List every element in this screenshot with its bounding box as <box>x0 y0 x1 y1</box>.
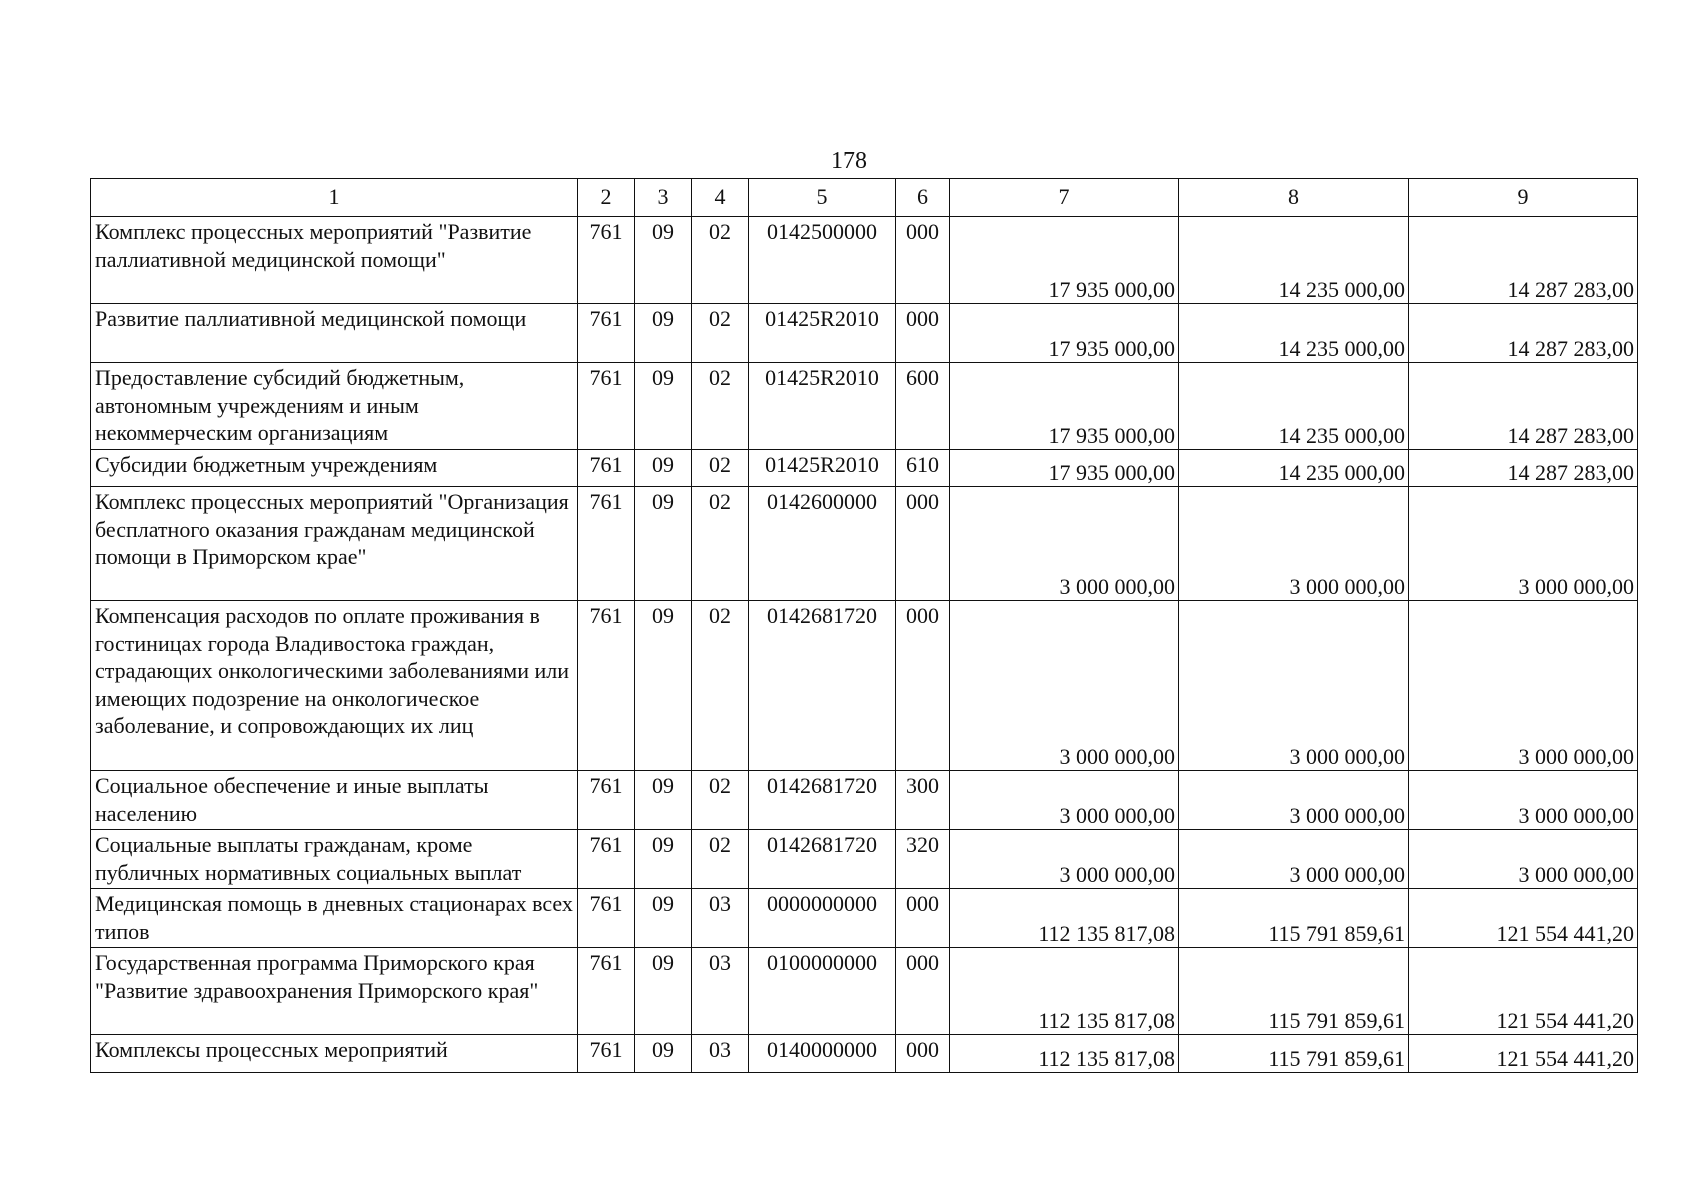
code-cell: 09 <box>635 948 692 1035</box>
budget-table <box>90 178 1638 1073</box>
amount-cell: 3 000 000,00 <box>950 830 1179 889</box>
column-header: 8 <box>1179 179 1409 217</box>
code-cell: 320 <box>896 830 950 889</box>
code-cell: 761 <box>578 601 635 771</box>
code-cell: 09 <box>635 487 692 601</box>
code-cell: 0142681720 <box>749 771 896 830</box>
code-cell: 02 <box>692 363 749 450</box>
code-cell: 03 <box>692 889 749 948</box>
code-cell: 000 <box>896 487 950 601</box>
row-name: Государственная программа Приморского края "Развитие здравоохранения Приморского края" <box>91 948 578 1035</box>
code-cell: 600 <box>896 363 950 450</box>
column-header: 1 <box>91 179 578 217</box>
code-cell: 300 <box>896 771 950 830</box>
amount-cell: 17 935 000,00 <box>950 363 1179 450</box>
amount-cell: 112 135 817,08 <box>950 1035 1179 1073</box>
amount-cell: 14 235 000,00 <box>1179 217 1409 304</box>
code-cell: 761 <box>578 1035 635 1073</box>
code-cell: 761 <box>578 450 635 487</box>
code-cell: 02 <box>692 487 749 601</box>
table-row <box>91 948 1638 1035</box>
code-cell: 0142500000 <box>749 217 896 304</box>
amount-cell: 3 000 000,00 <box>950 771 1179 830</box>
code-cell: 000 <box>896 889 950 948</box>
code-cell: 761 <box>578 948 635 1035</box>
code-cell: 000 <box>896 217 950 304</box>
code-cell: 03 <box>692 948 749 1035</box>
code-cell: 09 <box>635 771 692 830</box>
code-cell: 09 <box>635 830 692 889</box>
amount-cell: 14 235 000,00 <box>1179 304 1409 363</box>
code-cell: 09 <box>635 1035 692 1073</box>
code-cell: 0000000000 <box>749 889 896 948</box>
table-row <box>91 363 1638 450</box>
table-row <box>91 889 1638 948</box>
amount-cell: 14 235 000,00 <box>1179 363 1409 450</box>
table-row <box>91 601 1638 771</box>
code-cell: 02 <box>692 217 749 304</box>
amount-cell: 3 000 000,00 <box>950 487 1179 601</box>
page-number: 178 <box>831 148 867 174</box>
code-cell: 761 <box>578 771 635 830</box>
amount-cell: 121 554 441,20 <box>1409 948 1638 1035</box>
amount-cell: 112 135 817,08 <box>950 889 1179 948</box>
code-cell: 0142681720 <box>749 601 896 771</box>
code-cell: 000 <box>896 1035 950 1073</box>
code-cell: 09 <box>635 601 692 771</box>
table-row <box>91 450 1638 487</box>
table-row <box>91 487 1638 601</box>
code-cell: 09 <box>635 889 692 948</box>
code-cell: 01425R2010 <box>749 363 896 450</box>
column-header: 5 <box>749 179 896 217</box>
code-cell: 09 <box>635 450 692 487</box>
code-cell: 000 <box>896 948 950 1035</box>
row-name: Субсидии бюджетным учреждениям <box>91 450 578 487</box>
row-name: Комплекс процессных мероприятий "Организация бесплатного оказания гражданам медицинской помощи в Приморском крае" <box>91 487 578 601</box>
code-cell: 0142600000 <box>749 487 896 601</box>
column-header: 6 <box>896 179 950 217</box>
code-cell: 0100000000 <box>749 948 896 1035</box>
row-name: Медицинская помощь в дневных стационарах всех типов <box>91 889 578 948</box>
amount-cell: 112 135 817,08 <box>950 948 1179 1035</box>
code-cell: 0142681720 <box>749 830 896 889</box>
code-cell: 761 <box>578 889 635 948</box>
row-name: Компенсация расходов по оплате проживания в гостиницах города Владивостока граждан, страдающих онкологическими заболеваниями или имеющих подозрение на онкологическое заболевание, и сопровождающих их лиц <box>91 601 578 771</box>
amount-cell: 3 000 000,00 <box>1409 487 1638 601</box>
amount-cell: 14 287 283,00 <box>1409 450 1638 487</box>
column-header: 9 <box>1409 179 1638 217</box>
code-cell: 0140000000 <box>749 1035 896 1073</box>
code-cell: 761 <box>578 363 635 450</box>
amount-cell: 3 000 000,00 <box>1179 830 1409 889</box>
column-header: 2 <box>578 179 635 217</box>
table-row <box>91 217 1638 304</box>
code-cell: 761 <box>578 830 635 889</box>
row-name: Комплексы процессных мероприятий <box>91 1035 578 1073</box>
code-cell: 09 <box>635 363 692 450</box>
amount-cell: 115 791 859,61 <box>1179 889 1409 948</box>
amount-cell: 17 935 000,00 <box>950 450 1179 487</box>
table-row <box>91 304 1638 363</box>
table-row <box>91 830 1638 889</box>
row-name: Социальное обеспечение и иные выплаты населению <box>91 771 578 830</box>
amount-cell: 3 000 000,00 <box>1179 771 1409 830</box>
code-cell: 761 <box>578 487 635 601</box>
code-cell: 01425R2010 <box>749 304 896 363</box>
code-cell: 000 <box>896 601 950 771</box>
code-cell: 09 <box>635 217 692 304</box>
amount-cell: 115 791 859,61 <box>1179 1035 1409 1073</box>
amount-cell: 17 935 000,00 <box>950 304 1179 363</box>
row-name: Предоставление субсидий бюджетным, автономным учреждениям и иным некоммерческим организациям <box>91 363 578 450</box>
amount-cell: 17 935 000,00 <box>950 217 1179 304</box>
row-name: Комплекс процессных мероприятий "Развитие паллиативной медицинской помощи" <box>91 217 578 304</box>
amount-cell: 3 000 000,00 <box>1409 830 1638 889</box>
code-cell: 03 <box>692 1035 749 1073</box>
code-cell: 000 <box>896 304 950 363</box>
code-cell: 761 <box>578 217 635 304</box>
code-cell: 09 <box>635 304 692 363</box>
amount-cell: 3 000 000,00 <box>1179 601 1409 771</box>
row-name: Развитие паллиативной медицинской помощи <box>91 304 578 363</box>
code-cell: 02 <box>692 830 749 889</box>
column-header: 7 <box>950 179 1179 217</box>
code-cell: 02 <box>692 304 749 363</box>
row-name: Социальные выплаты гражданам, кроме публичных нормативных социальных выплат <box>91 830 578 889</box>
code-cell: 02 <box>692 450 749 487</box>
amount-cell: 14 235 000,00 <box>1179 450 1409 487</box>
header-row <box>91 179 1638 217</box>
amount-cell: 115 791 859,61 <box>1179 948 1409 1035</box>
amount-cell: 3 000 000,00 <box>1409 771 1638 830</box>
code-cell: 610 <box>896 450 950 487</box>
amount-cell: 14 287 283,00 <box>1409 363 1638 450</box>
column-header: 3 <box>635 179 692 217</box>
code-cell: 01425R2010 <box>749 450 896 487</box>
table-row <box>91 771 1638 830</box>
amount-cell: 3 000 000,00 <box>950 601 1179 771</box>
amount-cell: 121 554 441,20 <box>1409 1035 1638 1073</box>
code-cell: 02 <box>692 601 749 771</box>
code-cell: 02 <box>692 771 749 830</box>
amount-cell: 14 287 283,00 <box>1409 217 1638 304</box>
table-row <box>91 1035 1638 1073</box>
amount-cell: 14 287 283,00 <box>1409 304 1638 363</box>
amount-cell: 121 554 441,20 <box>1409 889 1638 948</box>
column-header: 4 <box>692 179 749 217</box>
amount-cell: 3 000 000,00 <box>1409 601 1638 771</box>
amount-cell: 3 000 000,00 <box>1179 487 1409 601</box>
code-cell: 761 <box>578 304 635 363</box>
